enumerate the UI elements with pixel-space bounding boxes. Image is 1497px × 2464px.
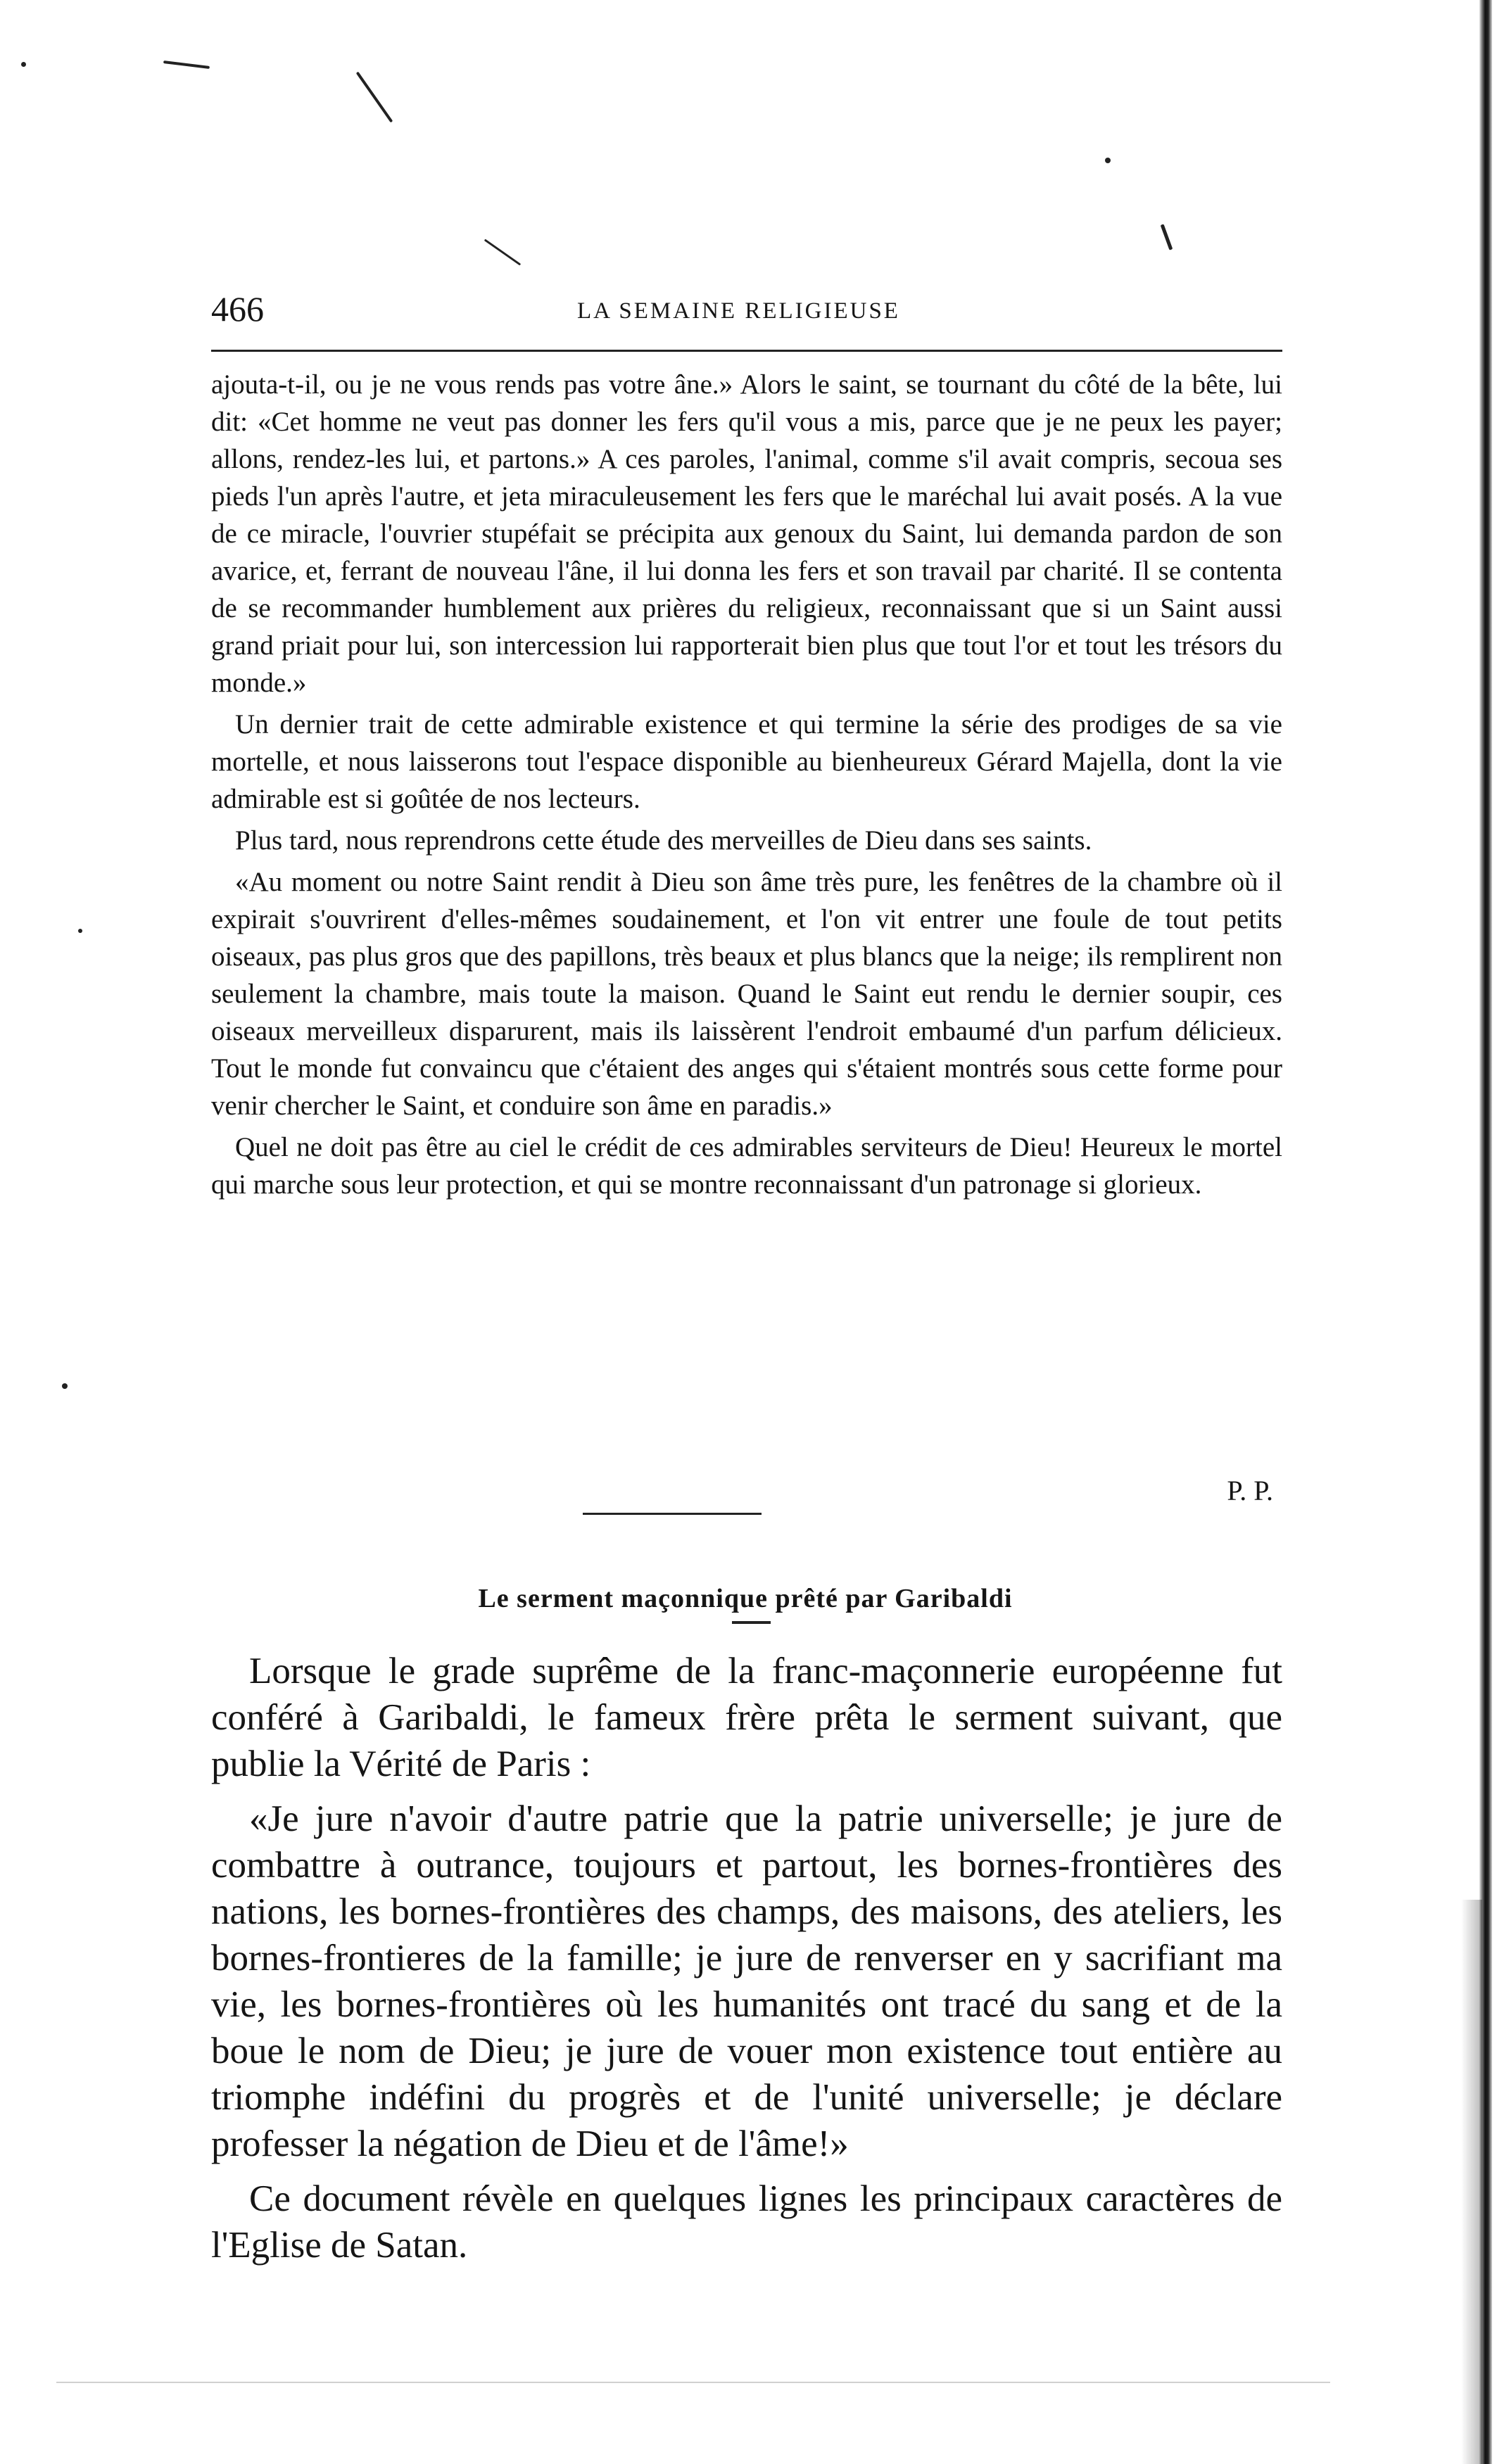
bottom-scan-line	[56, 2382, 1330, 2383]
page-header	[211, 288, 1281, 338]
oath-paragraph: «Je jure n'avoir d'autre patrie que la patrie universelle; je jure de combattre à outrance, toujours et partout, les bornes-frontières des nations, les bornes-frontières des champs, des maisons, des ateliers, les bornes-frontieres de la famille; je jure de renverser en y sacrifiant ma vie, les bornes-frontières où les humanités ont tracé du sang et de la boue le nom de Dieu; je jure de vouer mon existence tout entière au triomphe indéfini du progrès et de l'unité universelle; je déclare professer la négation de Dieu et de l'âme!»	[211, 1798, 1282, 2164]
closing-paragraph: Ce document révèle en quelques lignes les principaux caractères de l'Eglise de Satan.	[211, 2178, 1282, 2266]
title-dash	[732, 1621, 771, 1624]
signature: P. P.	[1227, 1475, 1273, 1506]
paragraph: ajouta-t-il, ou je ne vous rends pas votre âne.» Alors le saint, se tournant du côté de la bête, lui dit: «Cet homme ne veut pas donner les fers qu'il vous a mis, parce que je ne peux les payer; allons, rendez-les lui, et partons.» A ces paroles, l'animal, comme s'il avait compris, secoua ses pieds l'un après l'autre, et jeta miraculeusement les fers que le maréchal lui avait posés. A la vue de ce miracle, l'ouvrier stupéfait se précipita aux genoux du Saint, lui demanda pardon de son avarice, et, ferrant de nouveau l'âne, il lui donna les fers et son travail par charité. Il se contenta de se recommander humblement aux prières du religieux, reconnaissant que si un Saint aussi grand priait pour lui, son intercession lui rapporterait bien plus que tout l'or et tout les trésors du monde.»	[211, 369, 1282, 698]
article-continuation	[211, 366, 1282, 1207]
scan-mark	[1161, 224, 1173, 250]
running-title: LA SEMAINE RELIGIEUSE	[577, 298, 900, 324]
header-rule	[211, 350, 1282, 352]
paragraph: «Au moment ou notre Saint rendit à Dieu son âme très pure, les fenêtres de la chambre où il expirait s'ouvrirent d'elles-mêmes soudainement, et l'on vit entrer une foule de tout petits oiseaux, pas plus gros que des papillons, très beaux et plus blancs que la neige; ils remplirent non seulement la chambre, mais toute la maison. Quand le Saint eut rendu le dernier soupir, ces oiseaux merveilleux disparurent, mais ils laissèrent l'endroit embaumé d'un parfum délicieux. Tout le monde fut convaincu que c'étaient des anges qui s'étaient montrés sous cette forme pour venir chercher le Saint, et conduire son âme en paradis.»	[211, 867, 1282, 1121]
scan-speck	[1105, 158, 1111, 163]
page-number: 466	[211, 289, 264, 329]
article-separator	[583, 1513, 762, 1515]
binding-shadow	[1461, 1900, 1482, 2464]
garibaldi-oath-article	[211, 1648, 1282, 2277]
intro-paragraph: Lorsque le grade suprême de la franc-maçonnerie européenne fut conféré à Garibaldi, le fameux frère prêta le serment suivant, que publie la Vérité de Paris :	[211, 1651, 1282, 1784]
scan-mark	[163, 61, 210, 69]
scan-mark	[356, 72, 393, 123]
scan-speck	[21, 62, 26, 67]
scan-speck	[62, 1383, 68, 1389]
paragraph: Plus tard, nous reprendrons cette étude des merveilles de Dieu dans ses saints.	[235, 825, 1092, 856]
paragraph: Un dernier trait de cette admirable existence et qui termine la série des prodiges de sa vie mortelle, et nous laisserons tout l'espace disponible au bienheureux Gérard Majella, dont la vie admirable est si goûtée de nos lecteurs.	[211, 709, 1282, 814]
section-title: Le serment maçonnique prêté par Garibaldi	[478, 1583, 1013, 1613]
paragraph: Quel ne doit pas être au ciel le crédit de ces admirables serviteurs de Dieu! Heureux le mortel qui marche sous leur protection, et qui se montre reconnaissant d'un patronage si glorieux.	[211, 1132, 1282, 1200]
scan-speck	[78, 929, 82, 933]
scan-mark	[484, 239, 522, 265]
